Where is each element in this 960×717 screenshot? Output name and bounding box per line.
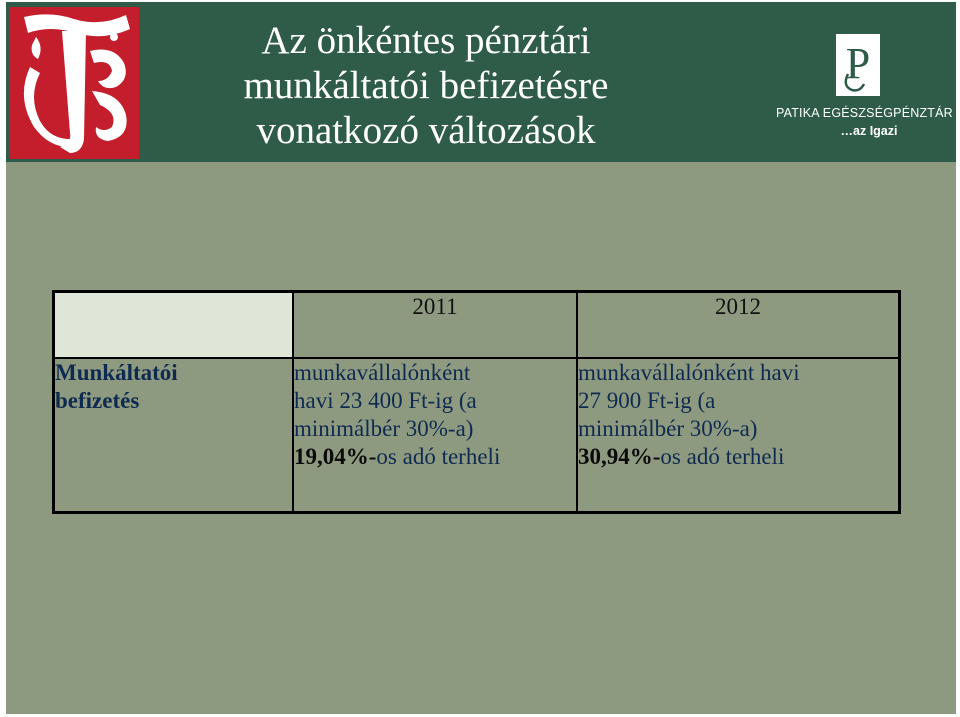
brand-name: PATIKA EGÉSZSÉGPÉNZTÁR [776, 106, 953, 120]
patika-monogram-icon [836, 34, 880, 96]
cell-2012-line-3: minimálbér 30%-a) [578, 416, 758, 441]
row-header-line-2: befizetés [55, 388, 140, 413]
slide-title [156, 18, 696, 153]
table-header-row [54, 292, 900, 359]
tax-rate-2012-suffix: os adó terheli [660, 444, 785, 469]
cell-2012-line-2: 27 900 Ft-ig (a [578, 388, 716, 413]
brand-tagline: …az Igazi [840, 124, 898, 138]
patika-logo [776, 28, 953, 143]
cell-2011-tax-line [294, 443, 576, 471]
ornamental-t-logo-icon [10, 7, 139, 159]
cell-2011-line-2: havi 23 400 Ft-ig (a [294, 388, 477, 413]
title-line-3: vonatkozó változások [256, 109, 596, 152]
column-header-2012: 2012 [577, 292, 900, 359]
slide [6, 2, 956, 714]
row-header-employer-contribution [54, 358, 294, 513]
cell-2011-line-3: minimálbér 30%-a) [294, 416, 474, 441]
table-corner-cell [54, 292, 294, 359]
comparison-table [52, 290, 901, 514]
cell-2011-line-1: munkavállalónként [294, 360, 471, 385]
tax-rate-2011-suffix: os adó terheli [376, 444, 501, 469]
header-bar [6, 2, 956, 162]
cell-2012-line-1: munkavállalónként havi [578, 360, 800, 385]
cell-2012-tax-line [578, 443, 898, 471]
cell-2011 [293, 358, 577, 513]
title-line-2: munkáltatói befizetésre [243, 64, 609, 107]
row-header-line-1: Munkáltatói [55, 360, 178, 385]
column-header-2011: 2011 [293, 292, 577, 359]
cell-2012 [577, 358, 900, 513]
tax-rate-2012: 30,94%- [578, 444, 661, 469]
monogram-letter: P [845, 39, 871, 88]
title-line-1: Az önkéntes pénztári [261, 19, 591, 62]
tax-rate-2011: 19,04%- [294, 444, 377, 469]
table-row [54, 358, 900, 513]
patika-monogram-box [836, 34, 880, 96]
